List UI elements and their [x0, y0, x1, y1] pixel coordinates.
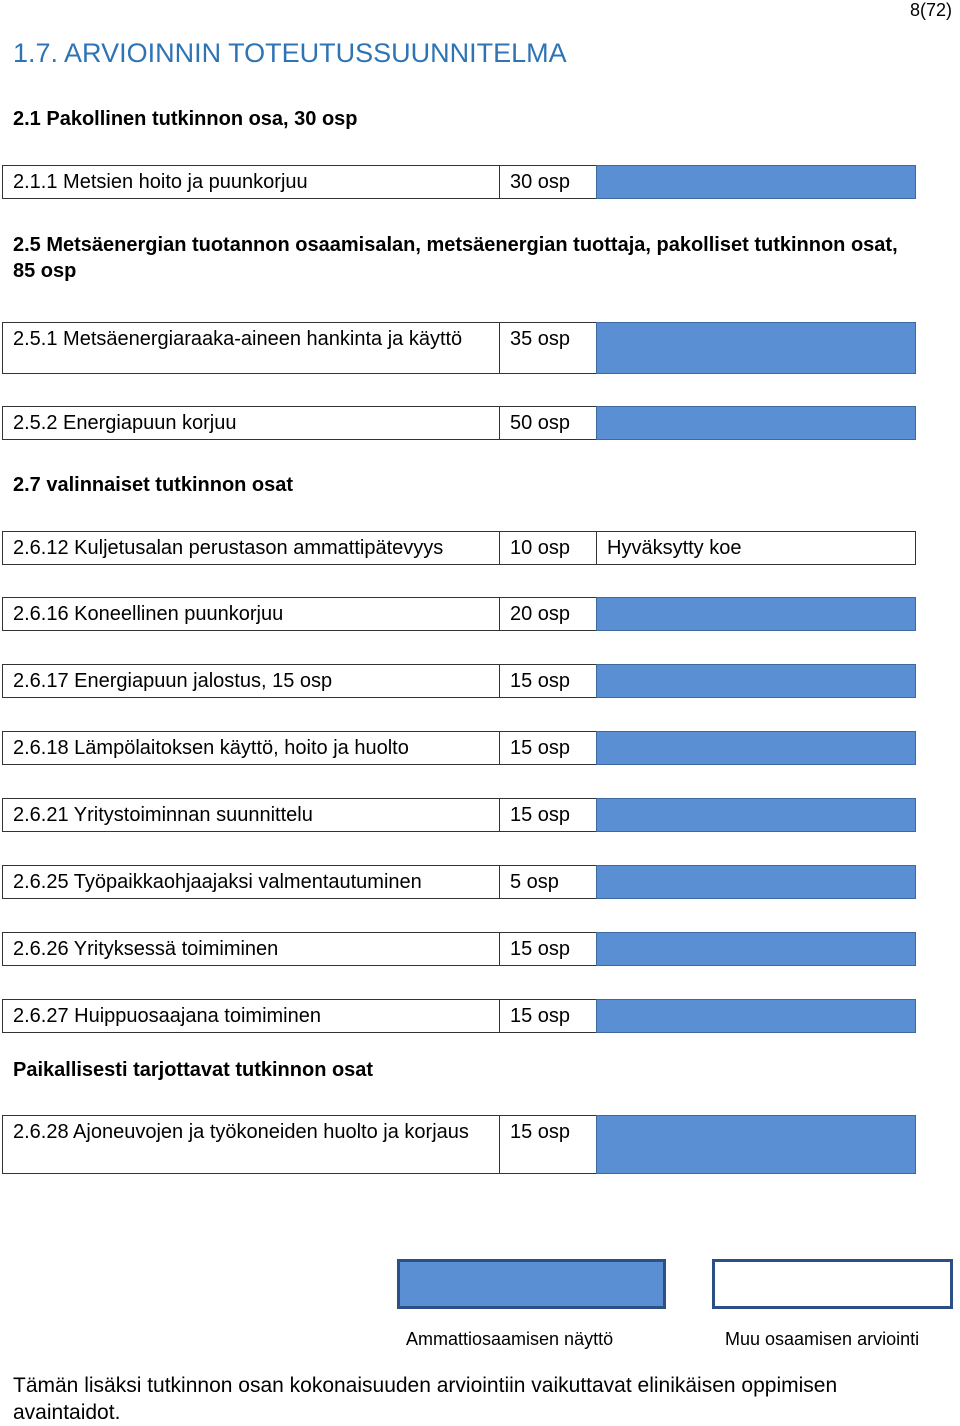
- unit-name: 2.6.17 Energiapuun jalostus, 15 osp: [2, 664, 499, 698]
- unit-name: 2.6.18 Lämpölaitoksen käyttö, hoito ja huolto: [2, 731, 499, 765]
- assessment-method-cell: [596, 932, 916, 966]
- table-row: [2, 406, 916, 440]
- unit-credits: 15 osp: [499, 731, 596, 765]
- unit-name: 2.6.27 Huippuosaajana toimiminen: [2, 999, 499, 1033]
- assessment-method-cell: [596, 664, 916, 698]
- section-heading-energy: 2.5 Metsäenergian tuotannon osaamisalan, metsäenergian tuottaja, pakolliset tutkinnon osat, 85 osp: [13, 234, 898, 282]
- unit-credits: 5 osp: [499, 865, 596, 899]
- assessment-method-cell: [596, 1115, 916, 1174]
- assessment-method-cell: [596, 406, 916, 440]
- assessment-method-cell: [596, 322, 916, 374]
- table-row: [2, 322, 916, 374]
- assessment-method-cell: Hyväksytty koe: [596, 531, 916, 565]
- table-row: [2, 932, 916, 966]
- unit-name: 2.6.12 Kuljetusalan perustason ammattipätevyys: [2, 531, 499, 565]
- unit-name: 2.6.16 Koneellinen puunkorjuu: [2, 597, 499, 631]
- unit-credits: 15 osp: [499, 664, 596, 698]
- assessment-method-cell: [596, 999, 916, 1033]
- unit-credits: 30 osp: [499, 165, 596, 199]
- unit-credits: 35 osp: [499, 322, 596, 374]
- legend-swatch-demonstration: [397, 1259, 666, 1309]
- unit-name: 2.6.26 Yrityksessä toimiminen: [2, 932, 499, 966]
- unit-name: 2.6.21 Yritystoiminnan suunnittelu: [2, 798, 499, 832]
- unit-credits: 15 osp: [499, 932, 596, 966]
- assessment-method-cell: [596, 597, 916, 631]
- table-row: [2, 664, 916, 698]
- table-row: [2, 798, 916, 832]
- legend-label-demonstration: Ammattiosaamisen näyttö: [406, 1329, 614, 1349]
- unit-name: 2.6.28 Ajoneuvojen ja työkoneiden huolto ja korjaus: [2, 1115, 499, 1174]
- page-title: 1.7. ARVIOINNIN TOTEUTUSSUUNNITELMA: [13, 38, 567, 68]
- unit-name: 2.5.2 Energiapuun korjuu: [2, 406, 499, 440]
- table-row: [2, 865, 916, 899]
- unit-name: 2.6.25 Työpaikkaohjaajaksi valmentautuminen: [2, 865, 499, 899]
- unit-name: 2.1.1 Metsien hoito ja puunkorjuu: [2, 165, 499, 199]
- assessment-method-cell: [596, 865, 916, 899]
- unit-credits: 20 osp: [499, 597, 596, 631]
- unit-name: 2.5.1 Metsäenergiaraaka-aineen hankinta ja käyttö: [2, 322, 499, 374]
- section-heading-mandatory: 2.1 Pakollinen tutkinnon osa, 30 osp: [13, 108, 358, 130]
- legend-swatch-other-assessment: [712, 1259, 953, 1309]
- table-row: [2, 597, 916, 631]
- footer-note: Tämän lisäksi tutkinnon osan kokonaisuuden arviointiin vaikuttavat elinikäisen oppimisen avaintaidot.: [13, 1374, 838, 1424]
- unit-credits: 10 osp: [499, 531, 596, 565]
- table-row: [2, 1115, 916, 1174]
- table-row: [2, 731, 916, 765]
- assessment-method-cell: [596, 165, 916, 199]
- unit-credits: 15 osp: [499, 798, 596, 832]
- page-number: 8(72): [909, 0, 952, 20]
- assessment-method-cell: [596, 731, 916, 765]
- unit-credits: 50 osp: [499, 406, 596, 440]
- section-heading-optional: 2.7 valinnaiset tutkinnon osat: [13, 474, 294, 496]
- unit-credits: 15 osp: [499, 1115, 596, 1174]
- section-heading-local: Paikallisesti tarjottavat tutkinnon osat: [13, 1059, 374, 1081]
- table-row: [2, 999, 916, 1033]
- table-row: [2, 165, 916, 199]
- assessment-method-cell: [596, 798, 916, 832]
- unit-credits: 15 osp: [499, 999, 596, 1033]
- table-row: [2, 531, 916, 565]
- legend-label-other-assessment: Muu osaamisen arviointi: [725, 1329, 920, 1349]
